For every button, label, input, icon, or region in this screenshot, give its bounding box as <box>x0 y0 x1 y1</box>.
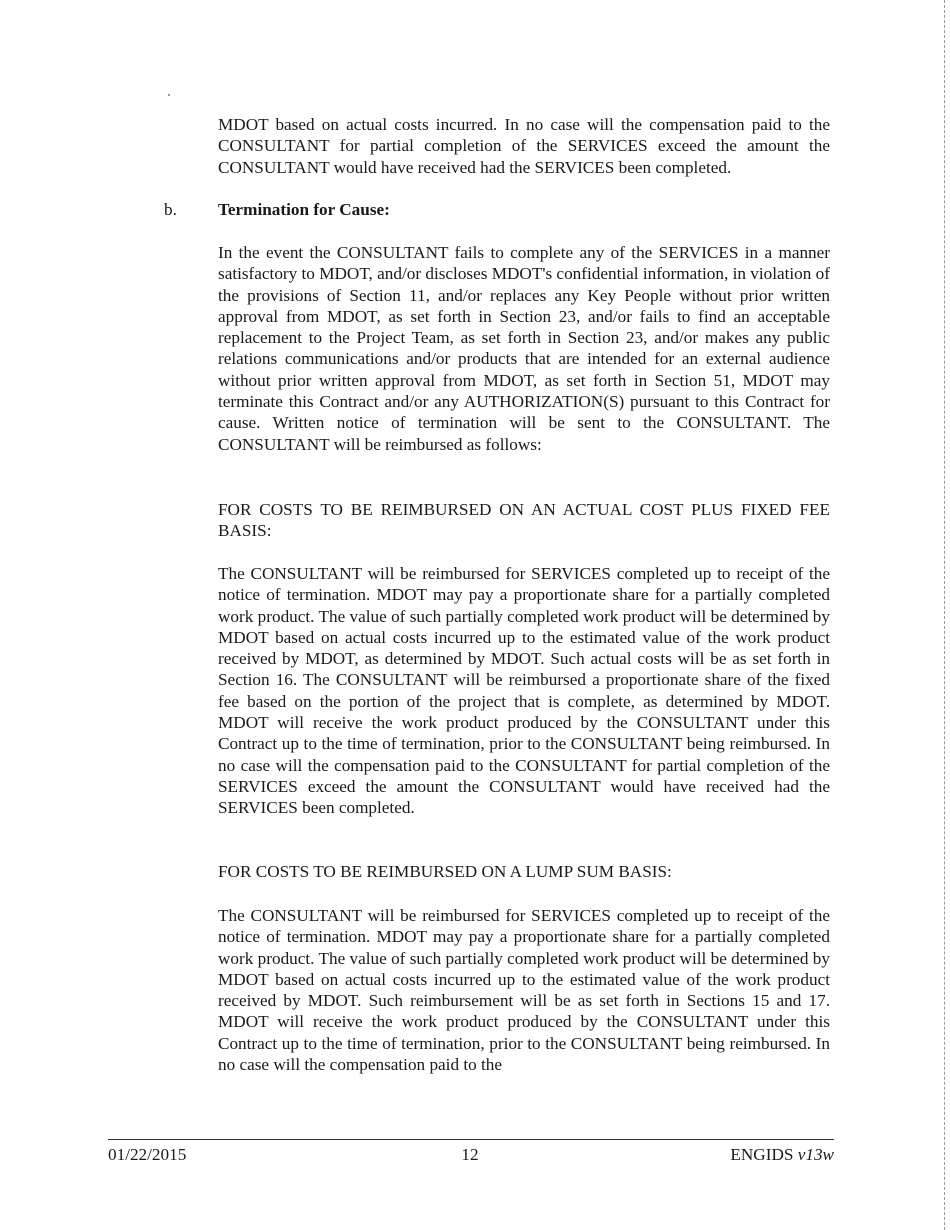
scan-speck <box>168 94 170 96</box>
section-label: b. <box>164 200 177 219</box>
footer-version: v13w <box>797 1145 834 1164</box>
paragraph-termination-cause: In the event the CONSULTANT fails to complete any of the SERVICES in a manner satisfactory to MDOT, and/or discloses MDOT's confidential information, in violation of the provisions of Section 11, and/or replaces any Key People without prior written approval from MDOT, as set forth in Section 23, and/or fails to find an acceptable replacement to the Project Team, as set forth in Section 23, and/or makes any public relations communications and/or products that are intended for an external audience without prior written approval from MDOT, as set forth in Section 51, MDOT may terminate this Contract and/or any AUTHORIZATION(S) pursuant to this Contract for cause. Written notice of termination will be sent to the CONSULTANT. The CONSULTANT will be reimbursed as follows: <box>218 243 830 454</box>
subheading-lump-sum: FOR COSTS TO BE REIMBURSED ON A LUMP SUM BASIS: <box>218 862 672 881</box>
section-heading-text: Termination for Cause <box>218 200 385 219</box>
scan-edge-line <box>944 0 946 1230</box>
section-heading <box>218 199 390 220</box>
subheading-cost-plus: FOR COSTS TO BE REIMBURSED ON AN ACTUAL COST PLUS FIXED FEE BASIS: <box>218 500 830 541</box>
footer-doc-version <box>680 1144 834 1165</box>
footer-rule <box>108 1139 834 1140</box>
footer-page-number: 12 <box>461 1145 479 1164</box>
paragraph-cost-plus: The CONSULTANT will be reimbursed for SERVICES completed up to receipt of the notice of termination. MDOT may pay a proportionate share for a partially completed work product. The value of such partially completed work product will be determined by MDOT based on actual costs incurred up to the estimated value of the work product received by MDOT, as determined by MDOT. Such actual costs will be as set forth in Section 16. The CONSULTANT will be reimbursed a proportionate share of the fixed fee based on the portion of the project that is complete, as determined by MDOT. MDOT will receive the work product produced by the CONSULTANT under this Contract up to the time of termination, prior to the CONSULTANT being reimbursed. In no case will the compensation paid to the CONSULTANT for partial completion of the SERVICES exceed the amount the CONSULTANT would have received had the SERVICES been completed. <box>218 564 830 818</box>
footer-date: 01/22/2015 <box>108 1145 187 1164</box>
paragraph-continuation: MDOT based on actual costs incurred. In no case will the compensation paid to the CONSULTANT for partial completion of the SERVICES exceed the amount the CONSULTANT would have received had the SERVICES been completed. <box>218 115 830 177</box>
footer-doc-id: ENGIDS <box>730 1145 794 1164</box>
section-heading-suffix: : <box>384 200 390 219</box>
paragraph-lump-sum: The CONSULTANT will be reimbursed for SERVICES completed up to receipt of the notice of termination. MDOT may pay a proportionate share for a partially completed work product. The value of such partially completed work product will be determined by MDOT based on actual costs incurred up to the estimated value of the work product received by MDOT. Such reimbursement will be as set forth in Sections 15 and 17. MDOT will receive the work product produced by the CONSULTANT under this Contract up to the time of termination, prior to the CONSULTANT being reimbursed. In no case will the compensation paid to the <box>218 906 830 1075</box>
